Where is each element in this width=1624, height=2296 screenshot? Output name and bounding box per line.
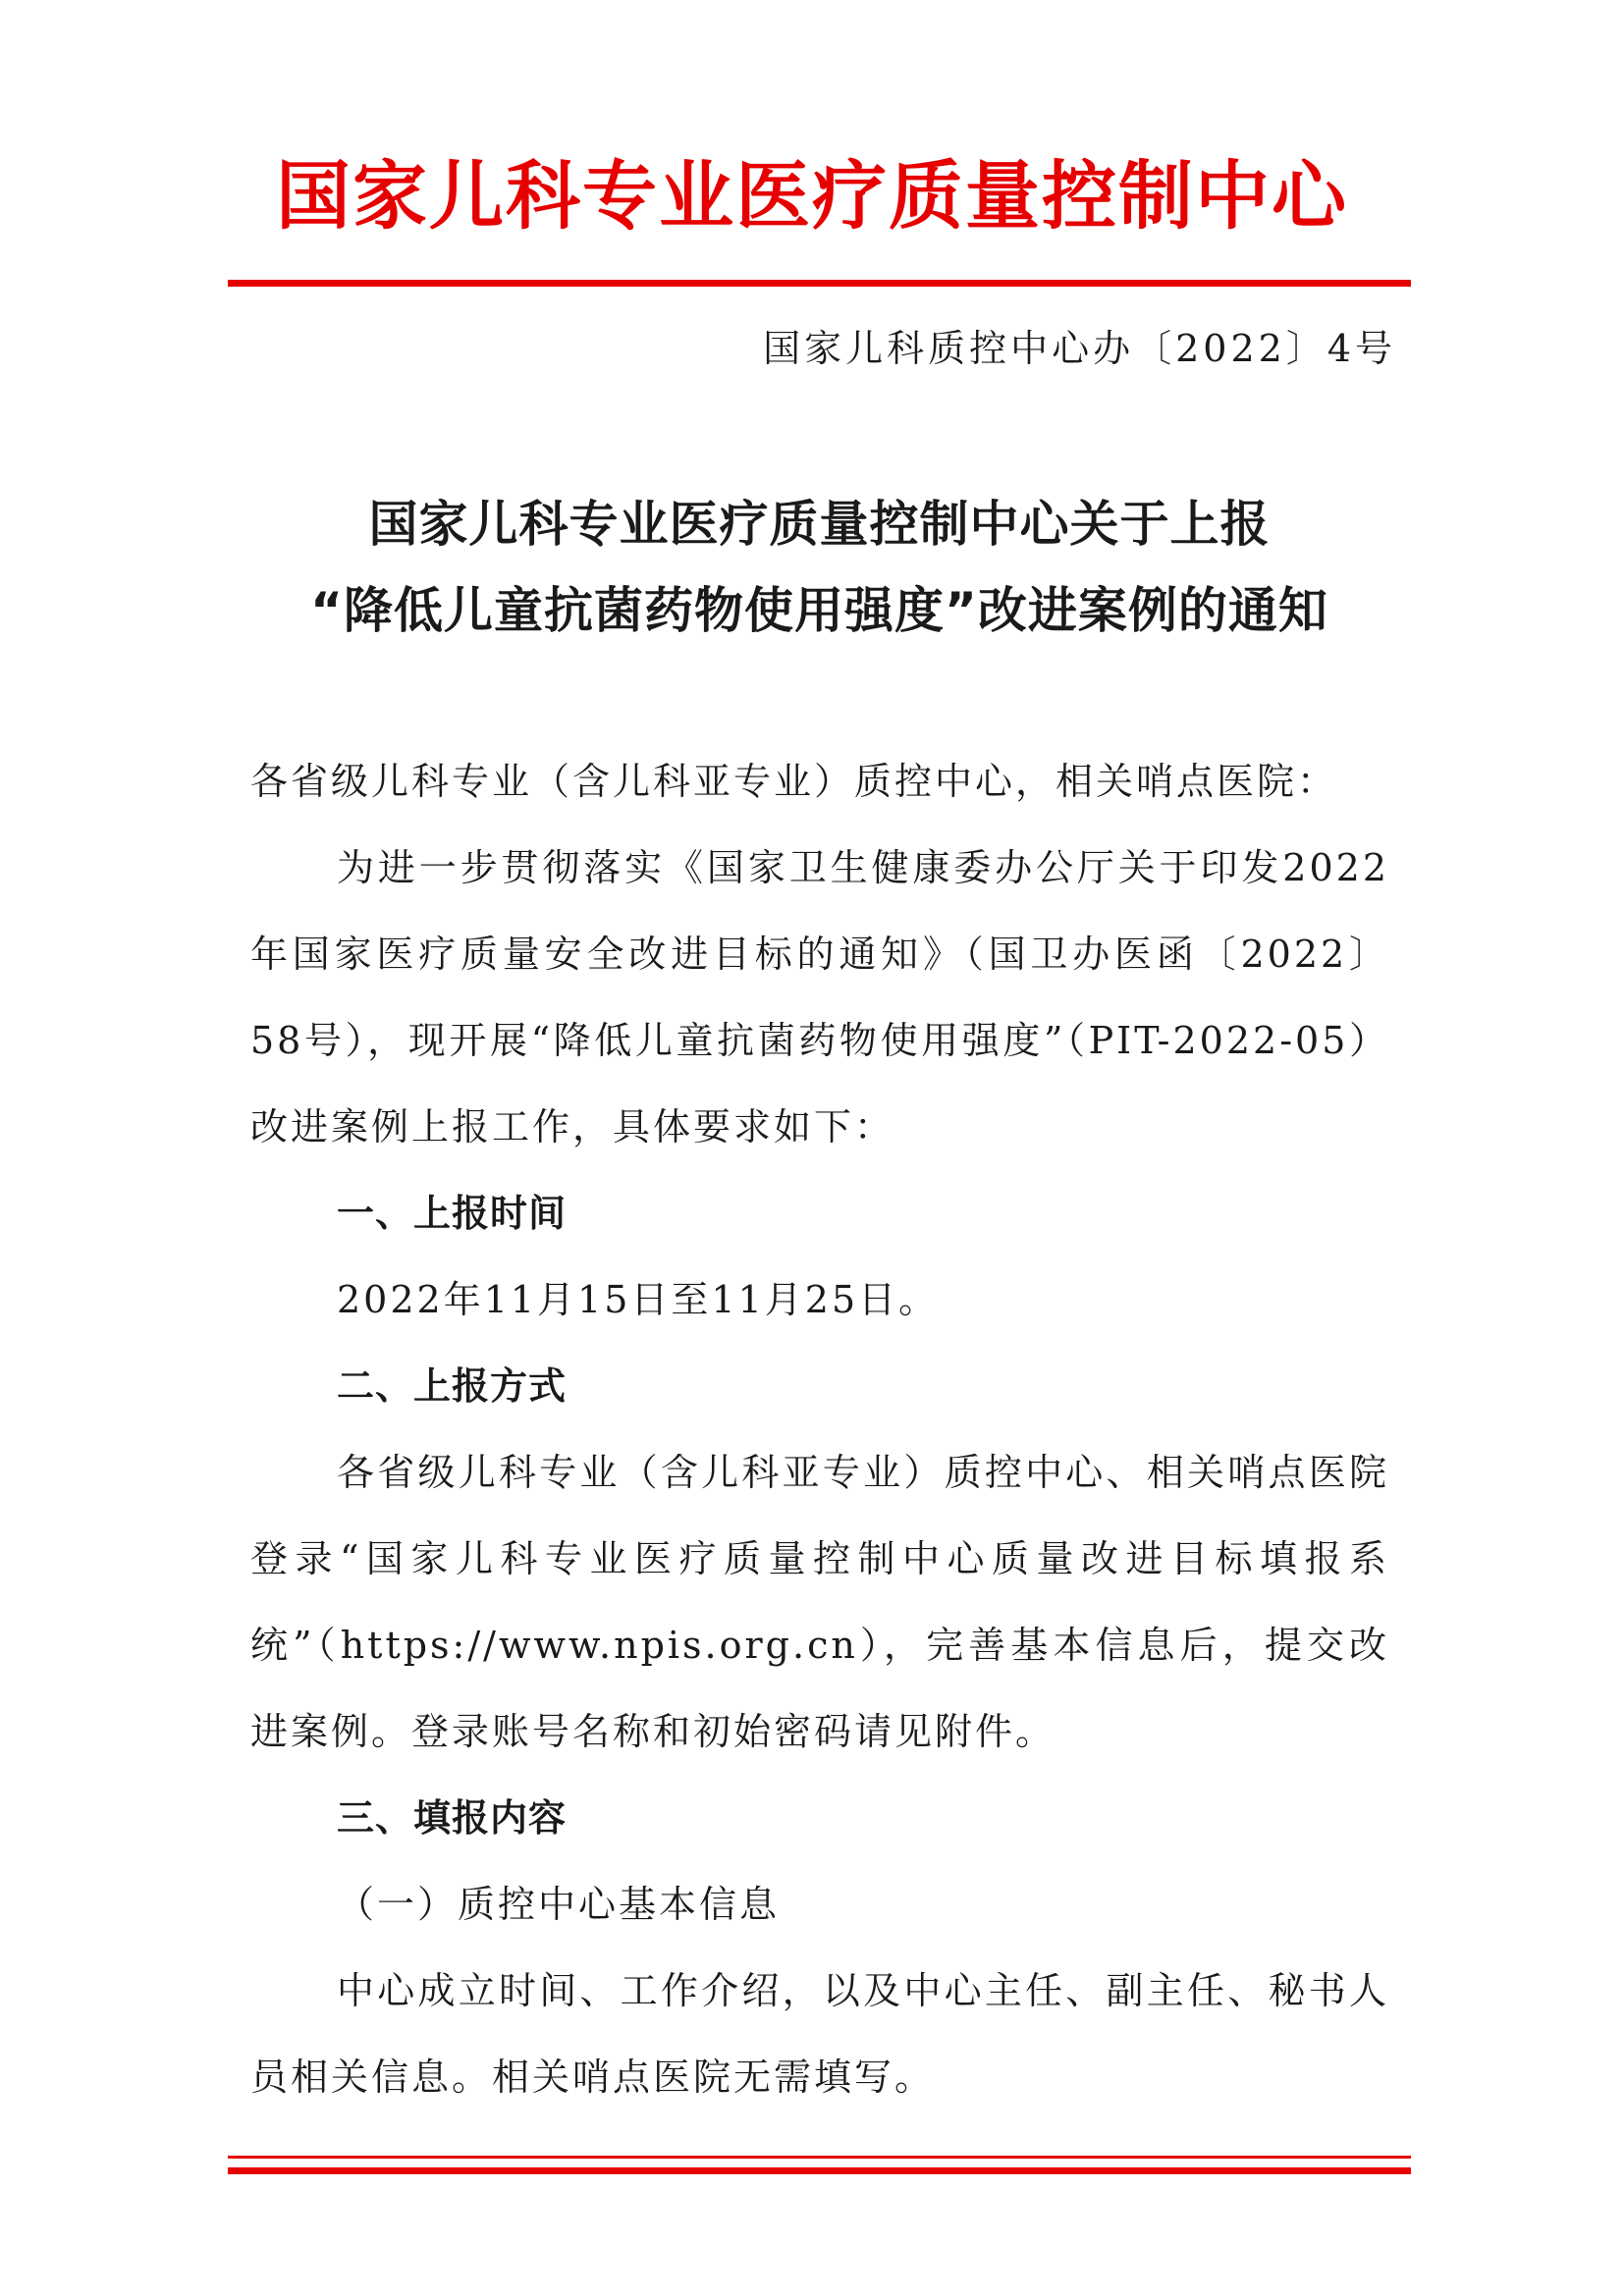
notice-title-line-2: “降低儿童抗菌药物使用强度”改进案例的通知 [310,582,1328,639]
section-1-text: 2022年11月15日至11月25日。 [337,1278,940,1321]
salutation: 各省级儿科专业（含儿科亚专业）质控中心，相关哨点医院： [250,760,1338,803]
footer-red-rule-bottom [228,2167,1411,2174]
organization-masthead: 国家儿科专业医疗质量控制中心 [276,152,1348,240]
notice-title-line-1: 国家儿科专业医疗质量控制中心关于上报 [368,496,1271,553]
section-3-subheading-1: （一）质控中心基本信息 [337,1883,781,1926]
footer-red-rule-top [228,2156,1411,2159]
header-red-rule [228,280,1411,287]
section-1-heading: 一、上报时间 [337,1192,568,1235]
notice-title [228,481,1411,654]
section-3-heading: 三、填报内容 [337,1796,568,1840]
section-2-heading: 二、上报方式 [337,1364,568,1408]
section-3-sub-1-text: 中心成立时间、工作介绍，以及中心主任、副主任、秘书人员相关信息。相关哨点医院无需填写。 [250,1969,1389,2099]
document-number: 国家儿科质控中心办〔2022〕4号 [763,327,1396,370]
notice-body [250,738,1389,2120]
section-2-text: 各省级儿科专业（含儿科亚专业）质控中心、相关哨点医院登录“国家儿科专业医疗质量控制中心质量改进目标填报系统”（https://www.npis.org.cn），完善基本信息后，提交改进案例。登录账号名称和初始密码请见附件。 [250,1451,1389,1753]
intro-paragraph: 为进一步贯彻落实《国家卫生健康委办公厅关于印发2022年国家医疗质量安全改进目标的通知》（国卫办医函〔2022〕58号），现开展“降低儿童抗菌药物使用强度”（PIT-2022-05）改进案例上报工作，具体要求如下： [250,846,1389,1148]
